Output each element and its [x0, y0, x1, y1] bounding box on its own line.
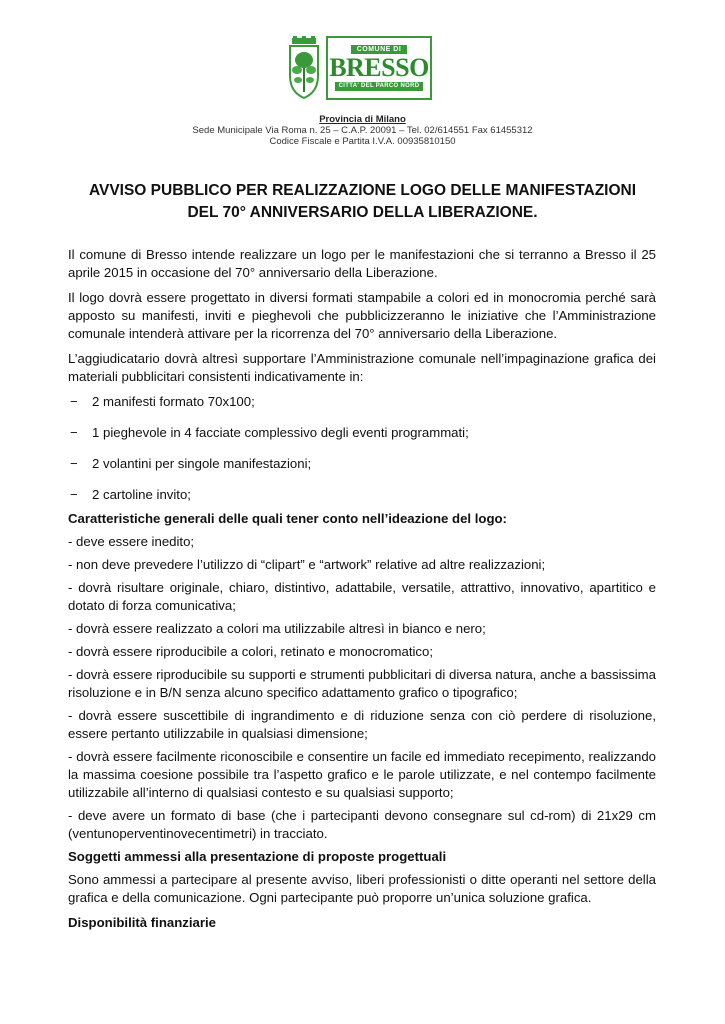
title-line-2: DEL 70° ANNIVERSARIO DELLA LIBERAZIONE.	[187, 204, 538, 221]
requirement-item: - dovrà essere realizzato a colori ma utilizzabile altresì in bianco e nero;	[68, 621, 486, 636]
logo-bottom-text: CITTA' DEL PARCO NORD	[335, 82, 424, 91]
list-item-text: 2 volantini per singole manifestazioni;	[92, 456, 312, 471]
tax-code-line: Codice Fiscale e Partita I.V.A. 00935810150	[269, 136, 456, 147]
list-item-text: 2 cartoline invito;	[92, 487, 191, 502]
requirement-item: - deve essere inedito;	[68, 534, 195, 549]
requirement-item: - non deve prevedere l’utilizzo di “clipart” e “artwork” relative ad altre realizzazioni;	[68, 557, 546, 572]
document-body	[68, 246, 656, 937]
title-line-1: AVVISO PUBBLICO PER REALIZZAZIONE LOGO DELLE MANIFESTAZIONI	[88, 182, 637, 199]
dash-bullet: −	[70, 456, 78, 471]
requirement-item: - dovrà essere riproducibile su supporti e strumenti pubblicitari di diversa natura, anche a bassissima risoluzione e in B/N senza alcuno specifico adattamento grafico o tipografico;	[68, 667, 656, 700]
list-item-text: 1 pieghevole in 4 facciate complessivo degli eventi programmati;	[92, 425, 469, 440]
logo-wordmark	[326, 36, 432, 100]
document-title	[60, 180, 665, 224]
requirement-item: - dovrà risultare originale, chiaro, distintivo, adattabile, versatile, attrattivo, innovativo, apartitico e dotato di forza comunicativa;	[68, 580, 656, 613]
dash-bullet: −	[70, 394, 78, 409]
list-item	[68, 486, 656, 504]
logo-main-text: BRESSO	[329, 53, 429, 82]
section-heading-funding: Disponibilità finanziarie	[68, 915, 217, 930]
logo-top-text: COMUNE DI	[351, 45, 408, 54]
address-line: Sede Municipale Via Roma n. 25 – C.A.P. 20091 – Tel. 02/614551 Fax 61455312	[192, 125, 533, 136]
dash-bullet: −	[70, 425, 78, 440]
requirement-item: - dovrà essere facilmente riconoscibile e consentire un facile ed immediato recepimento, realizzando la massima coesione possibile tra l’aspetto grafico e le parole utilizzate, e nel contempo facilmente utilizzabile all’interno di qualsiasi contesto e su qualsiasi supporto;	[68, 749, 656, 800]
comune-logo	[284, 36, 432, 100]
section-heading-eligible: Soggetti ammessi alla presentazione di proposte progettuali	[68, 849, 447, 864]
paragraph-support: L’aggiudicatario dovrà altresì supportare l’Amministrazione comunale nell’impaginazione grafica dei materiali pubblicitari consistenti indicativamente in:	[68, 351, 656, 384]
paragraph-intro: Il comune di Bresso intende realizzare un logo per le manifestazioni che si terranno a Bresso il 25 aprile 2015 in occasione del 70° anniversario della Liberazione.	[68, 247, 656, 280]
list-item	[68, 393, 656, 411]
paragraph-eligible: Sono ammessi a partecipare al presente avviso, liberi professionisti o ditte operanti nel settore della grafica e della comunicazione. Ogni partecipante può proporre un’unica soluzione grafica.	[68, 872, 656, 905]
requirement-item: - deve avere un formato di base (che i partecipanti devono consegnare sul cd-rom) di 21x29 cm (ventunoperventinovecentimetri) in tracciato.	[68, 808, 656, 841]
list-item-text: 2 manifesti formato 70x100;	[92, 394, 255, 409]
provincia-label: Provincia di Milano	[319, 114, 406, 125]
materials-list	[68, 393, 656, 504]
requirement-item: - dovrà essere riproducibile a colori, retinato e monocromatico;	[68, 644, 434, 659]
section-heading-characteristics: Caratteristiche generali delle quali tener conto nell’ideazione del logo:	[68, 511, 507, 526]
coat-of-arms-icon	[284, 36, 324, 100]
list-item	[68, 455, 656, 473]
requirement-item: - dovrà essere suscettibile di ingrandimento e di riduzione senza con ciò perdere di risoluzione, essere pertanto utilizzabile in qualsiasi dimensione;	[68, 708, 656, 741]
list-item	[68, 424, 656, 442]
dash-bullet: −	[70, 487, 78, 502]
paragraph-logo-formats: Il logo dovrà essere progettato in diversi formati stampabile a colori ed in monocromia perché sarà apposto su manifesti, inviti e pieghevoli che pubblicizzeranno le iniziative che l’Amministrazione comunale intenderà attivare per la ricorrenza del 70° anniversario della Liberazione.	[68, 290, 656, 341]
